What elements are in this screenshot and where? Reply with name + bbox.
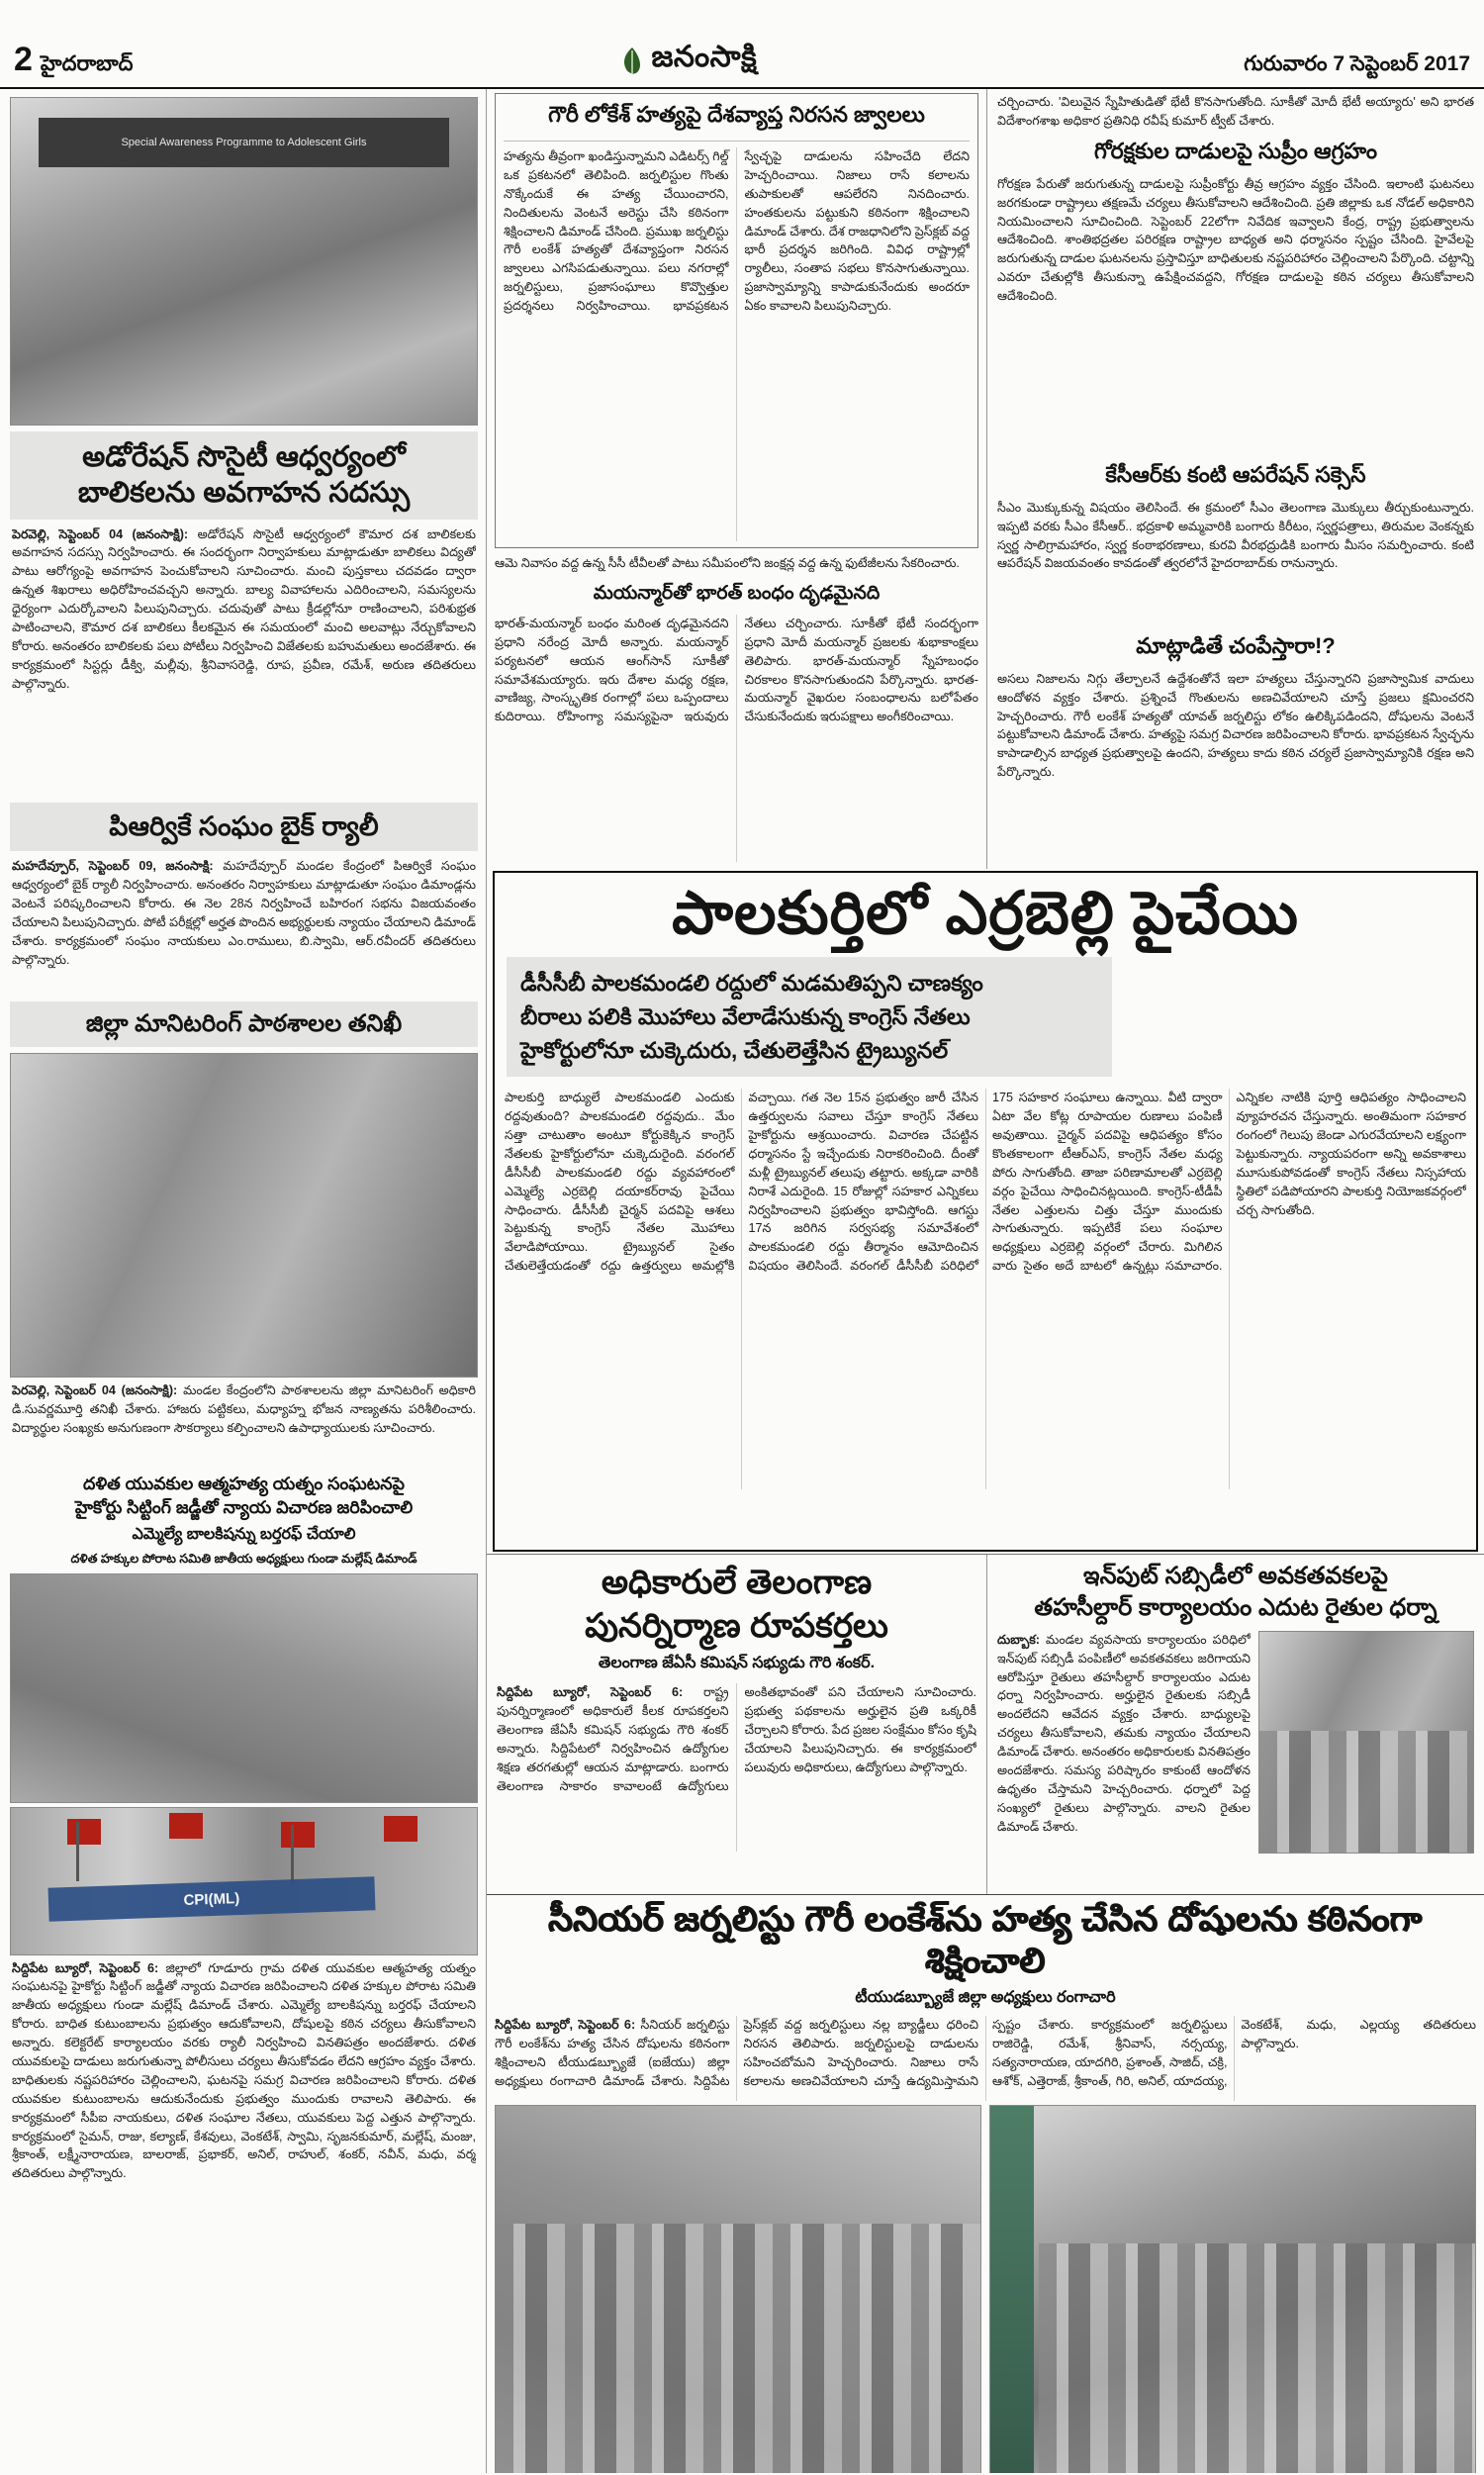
crowd-texture [496,2224,980,2473]
article-bike-rally-body [12,857,476,994]
headline-dalit-line2: హైకోర్టు సిట్టింగ్ జడ్జీతో న్యాయ విచారణ జరిపించాలి [74,1496,414,1517]
headline-kcr-operation: కేసీఆర్‌కు కంటి ఆపరేషన్ సక్సెస్ [1105,461,1366,487]
photo-journalists-group [989,2105,1476,2473]
article-supreme-body: గోరక్షణ పేరుతో జరుగుతున్న దాడులపై సుప్రీంకోర్టు తీవ్ర ఆగ్రహం వ్యక్తం చేసింది. ఇలాంటి ఘటనలు జరగకుండా రాష్ట్రాలు తక్షణమే చర్యలు తీసుకోవాలని ఆదేశించింది. ప్రతి జిల్లాకు ఒక నోడల్ అధికారిని నియమించాలని సూచించింది. సెప్టెంబర్ 22లోగా నివేదిక ఇవ్వాలని కేంద్ర, రాష్ట్ర ప్రభుత్వాలను ఆదేశించింది. శాంతిభద్రతల పరిరక్షణ రాష్ట్రాల బాధ్యత అని ధర్మాసనం స్పష్టం చేసింది. హైవేలపై జరుగుతున్న దాడుల ఘటనలను ప్రస్తావిస్తూ బాధితులకు నష్టపరిహారం చెల్లించాలని పేర్కొంది. చట్టాన్ని ఎవరూ చేతుల్లోకి తీసుకున్నా ఉపేక్షించవద్దని, గోరక్షణ దాడులపై కఠిన చర్యలు తీసుకోవాలని ఆదేశించింది. [997,176,1474,304]
rally-banner: CPI(ML) [47,1876,375,1921]
masthead-title: జనంసాక్షి [651,41,758,73]
dateline: సిద్దిపేట బ్యూరో, సెప్టెంబర్ 6: [12,1960,159,1975]
bottom-section [487,1894,1484,2473]
photo-farmers-dharna [1258,1631,1474,1854]
flag-pole [76,1822,79,1881]
headline-dalit-line3: ఎమ్మెల్యే బాలకిషన్ను బర్తరఫ్ చేయాలి [132,1525,356,1543]
headline-bike-rally-text: పిఆర్వికే సంఘం బైక్ ర్యాలీ [109,810,379,841]
myanmar-lead: ఆమె నివాసం వద్ద ఉన్న సీసీ టీవీలతో పాటు సమీపంలోని జంక్షన్ల వద్ద ఉన్న ఫుటేజీలను సేకరించారు. [495,556,960,570]
masthead [619,41,757,81]
red-flag [169,1813,203,1839]
dateline: సిద్దిపేట బ్యూరో, సెప్టెంబర్ 6: [495,2018,636,2032]
journalist-protest-subhead: టీయుడబ్బ్యూజే జిల్లా అధ్యక్షులు రంగాచారి [855,1989,1116,2006]
page-header [0,0,1484,89]
dateline: సిద్దిపేట బ్యూరో, సెప్టెంబర్ 6: [497,1685,684,1700]
article-gauri-protests [495,93,978,548]
article-input-subsidy [987,1555,1484,1894]
headline-input-line2: తహసీల్దార్ కార్యాలయం ఎదుట రైతుల ధర్నా [1034,1594,1438,1622]
article-journalist-protest-body [495,2016,1476,2101]
palakurthi-subheads [507,957,1112,1077]
red-flag [281,1822,315,1848]
dateline: మహదేవ్పూర్, సెప్టెంబర్ 09, జనంసాక్షి: [12,859,214,874]
article-matladithe-body: అసలు నిజాలను నిగ్గు తేల్చాలనే ఉద్దేశంతోనే ఇలా హత్యలు చేస్తున్నారని ప్రజాస్వామిక వాదులు ఆందోళన వ్యక్తం చేశారు. ప్రశ్నించే గొంతులను అణచివేయాలని చూస్తే ప్రజలు క్షమించరని హెచ్చరించారు. గౌరీ లంకేశ్ హత్యతో యావత్ జర్నలిస్టు లోకం ఉలిక్కిపడిందని, దోషులను వెంటనే పట్టుకోవాలని డిమాండ్ చేశారు. హత్యపై సమగ్ర విచారణ జరిపించాలని కోరారు. భావప్రకటన స్వేచ్ఛను కాపాడాల్సిన బాధ్యత ప్రభుత్వాలపై ఉందని, హత్యలు కాదు కఠిన చర్యలే ప్రజాస్వామ్యానికి రక్షణ అని పేర్కొన్నారు. [997,671,1474,780]
headline-supreme-court: గోరక్షకుల దాడులపై సుప్రీం ఆగ్రహం [1093,138,1378,163]
red-flag [67,1819,101,1845]
body-text: మండల కేంద్రంలోని పాఠశాలలను జిల్లా మానిటరింగ్ అధికారి డి.సువర్ణమూర్తి తనిఖీ చేశారు. హాజరు పట్టికలు, మధ్యాహ్న భోజన నాణ్యతను పరిశీలించారు. విద్యార్థుల సంఖ్యకు అనుగుణంగా సౌకర్యాలు కల్పించాలని ఉపాధ్యాయులకు సూచించారు. [12,1383,476,1436]
green-door [990,2106,1034,2473]
body-text: సీనియర్ జర్నలిస్టు గౌరీ లంకేశ్‌ను హత్య చేసిన దోషులను కఠినంగా శిక్షించాలని టీయుడబ్బ్యూజే (ఐజేయు) జిల్లా అధ్యక్షులు రంగాచారి డిమాండ్ చేశారు. సిద్దిపేట ప్రెస్‌క్లబ్ వద్ద జర్నలిస్టులు నల్ల బ్యాడ్జీలు ధరించి నిరసన తెలిపారు. జర్నలిస్టులపై దాడులను సహించబోమని హెచ్చరించారు. నిజాలు రాసే కలాలను అణచివేయాలని చూస్తే ఉద్యమిస్తామని స్పష్టం చేశారు. కార్యక్రమంలో జర్నలిస్టులు రాజిరెడ్డి, రమేశ్, శ్రీనివాస్, నర్సయ్య, సత్యనారాయణ, యాదగిరి, ప్రశాంత్, సాజిద్, చక్రి, ఆశోక్, ఎత్తెరాజ్, శ్రీకాంత్, గిరి, అనిల్, యాదయ్య, వెంకటేశ్, మధు, ఎల్లయ్య తదితరులు పాల్గొన్నారు. [495,2018,1476,2088]
article-myanmar-body: భారత్-మయన్మార్ బంధం మరింత దృఢమైనదని ప్రధాని నరేంద్ర మోదీ అన్నారు. మయన్మార్ పర్యటనలో ఆయన ఆంగ్‌సాన్ సూకీతో సమావేశమయ్యారు. ఇరు దేశాల మధ్య రక్షణ, వాణిజ్య, సాంస్కృతిక రంగాల్లో పలు ఒప్పందాలు కుదిరాయి. రోహింగ్యా సమస్యపైనా ఇరువురు నేతలు చర్చించారు. సూకీతో భేటీ సందర్భంగా ప్రధాని మోదీ మయన్మార్ ప్రజలకు శుభాకాంక్షలు తెలిపారు. భారత్-మయన్మార్ స్నేహబంధం చిరకాలం కొనసాగుతుందని పేర్కొన్నారు. భారత-మయన్మార్ వైఖరుల సంబంధాలను బలోపేతం చేసుకునేందుకు ఇరుపక్షాలు అంగీకరించాయి. [495,616,978,724]
headline-dalit-line1: దళిత యువకుల ఆత్మహత్య యత్నం సంఘటనపై [82,1474,405,1494]
photo-cpi-rally [10,1807,478,1955]
body-text: మహదేవ్పూర్ మండల కేంద్రంలో పిఆర్వికే సంఘం ఆధ్వర్యంలో బైక్ ర్యాలీ నిర్వహించారు. అనంతరం నిర్వాహకులు మాట్లాడుతూ సంఘం డిమాండ్లను వెంటనే పరిష్కరించాలని కోరారు. ఈ నెల 28న నిర్వహించే బహిరంగ సభను విజయవంతం చేయాలని పిలుపునిచ్చారు. పోటీ పరీక్షల్లో అర్హత పొందిన అభ్యర్థులకు న్యాయం చేయాలని డిమాండ్ చేశారు. కార్యక్రమంలో సంఘం నాయకులు ఎం.రాములు, బి.స్వామి, ఆర్.రవీందర్ తదితరులు పాల్గొన్నారు. [12,859,476,967]
body-text: అడోరేషన్ సొసైటీ ఆధ్వర్యంలో కౌమార దశ బాలికలకు అవగాహన సదస్సు నిర్వహించారు. ఈ సందర్భంగా నిర్వాహకులు మాట్లాడుతూ బాలికలు విద్యతో పాటు ఆరోగ్యంపై అవగాహన పెంచుకోవాలని సూచించారు. మంచి పుస్తకాలు చదవడం ద్వారా ఉన్నత శిఖరాలు అధిరోహించవచ్చని అన్నారు. బాల్య వివాహాలను ఎదిరించాలని, సమస్యలను ధైర్యంగా ఎదుర్కోవాలని పిలుపునిచ్చారు. చదువుతో పాటు క్రీడల్లోనూ రాణించాలని, పరిశుభ్రత పాటించాలని, కౌమార దశ బాలికలు కీలకమైన ఈ సమయంలో మంచి అలవాట్లు నేర్చుకోవాలని కోరారు. అనంతరం బాలికలకు పలు పోటీలు నిర్వహించి విజేతలకు బహుమతులు అందజేశారు. ఈ కార్యక్రమంలో సిస్టర్లు డీక్వి, మల్లీవు, శ్రీనివాసరెడ్డి, రూప, ప్రవీణ, రమేశ్, అరుణ తదితరులు పాల్గొన్నారు. [12,526,476,691]
headline-journalist-protest: సీనియర్ జర్నలిస్టు గౌరీ లంకేశ్‌ను హత్య చేసిన దోషులను కఠినంగా శిక్షించాలి [548,1900,1423,1980]
headline-bike-rally [10,803,478,852]
issue-date: గురువారం 7 సెప్టెంబర్ 2017 [1244,52,1470,75]
mid-lower-section [487,1554,1484,1894]
right-intro-text: చర్చించారు. 'విలువైన స్నేహితుడితో భేటీ కొనసాగుతోంది. సూకీతో మోదీ భేటీ అయ్యారు' అని భారత విదేశాంగశాఖ అధికార ప్రతినిధి రవీష్ కుమార్ ట్వీట్ చేశారు. [997,95,1474,128]
headline-adoration-line2: బాలికలను అవగాహన సదస్సు [77,477,411,510]
photo-dalit-meeting [10,1573,478,1803]
right-area [487,89,1484,2473]
crowd-texture [1259,1731,1473,1853]
photo-tribute-gathering [495,2105,981,2473]
bottom-photos [495,2105,1476,2473]
headline-palakurthi: పాలకుర్తిలో ఎర్రబెల్లి పైచేయి [672,880,1299,946]
article-palakurthi-body: పాలకుర్తి బాధ్యులే పాలకమండలి ఎందుకు రద్దవుతుంది? పాలకమండలి రద్దవుదు.. మేం సత్తా చాటుతాం అంటూ కోర్టుకెక్కిన కాంగ్రెస్ నేతలకు హైకోర్టులోనూ చుక్కెదురైంది. వరంగల్ డీసీసీబీ పాలకమండలి రద్దు వ్యవహారంలో ఎమ్మెల్యే ఎర్రబెల్లి దయాకర్‌రావు పైచేయి సాధించారు. డీసీసీబీ చైర్మన్ పదవిపై ఆశలు పెట్టుకున్న కాంగ్రెస్ నేతల మొహాలు వేలాడిపోయాయి. ట్రైబ్యునల్ సైతం చేతులెత్తేయడంతో రద్దు ఉత్తర్వులు అమల్లోకి వచ్చాయి. గత నెల 15న ప్రభుత్వం జారీ చేసిన ఉత్తర్వులను సవాలు చేస్తూ కాంగ్రెస్ నేతలు హైకోర్టును ఆశ్రయించారు. విచారణ చేపట్టిన ధర్మాసనం స్టే ఇచ్చేందుకు నిరాకరించింది. దీంతో మళ్లీ ట్రైబ్యునల్ తలుపు తట్టారు. అక్కడా వారికి నిరాశే ఎదురైంది. 15 రోజుల్లో సహకార ఎన్నికలు నిర్వహించాలని ప్రభుత్వం భావిస్తోంది. ఆగస్టు 17న జరిగిన సర్వసభ్య సమావేశంలో పాలకమండలి రద్దు తీర్మానం ఆమోదించిన విషయం తెలిసిందే. వరంగల్ డీసీసీబీ పరిధిలో 175 సహకార సంఘాలు ఉన్నాయి. వీటి ద్వారా ఏటా వేల కోట్ల రూపాయల రుణాలు పంపిణీ అవుతాయి. చైర్మన్ పదవిపై ఆధిపత్యం కోసం కొంతకాలంగా టీఆర్ఎస్, కాంగ్రెస్ నేతల మధ్య పోరు సాగుతోంది. తాజా పరిణామాలతో ఎర్రబెల్లి వర్గం పైచేయి సాధించినట్లయింది. కాంగ్రెస్-టీడీపీ నేతల ఎత్తులను చిత్తు చేస్తూ ముందుకు సాగుతున్నారు. ఇప్పటికే పలు సంఘాల అధ్యక్షులు ఎర్రబెల్లి వర్గంలో చేరారు. మిగిలిన వారు సైతం అదే బాటలో ఉన్నట్లు సమాచారం. ఎన్నికల నాటికి పూర్తి ఆధిపత్యం సాధించాలని వ్యూహరచన చేస్తున్నారు. అంతిమంగా సహకార రంగంలో గెలుపు జెండా ఎగురవేయాలని లక్ష్యంగా పెట్టుకున్నారు. న్యాయపరంగా అన్ని అవకాశాలు మూసుకుపోవడంతో కాంగ్రెస్ నేతలు నిస్సహాయ స్థితిలో పడిపోయారని పాలకుర్తి నియోజకవర్గంలో చర్చ సాగుతోంది. [505,1091,1466,1274]
palakurthi-subhead-3: హైకోర్టులోనూ చుక్కెదురు, చేతులెత్తేసిన ట్రైబ్యునల్ [520,1037,949,1063]
right-column [987,89,1484,869]
body-text: జిల్లాలో గూడూరు గ్రామ దళిత యువకుల ఆత్మహత్య యత్నం సంఘటనపై హైకోర్టు సిట్టింగ్ జడ్జీతో న్యాయ విచారణ జరిపించాలని దళిత హక్కుల పోరాట సమితి జాతీయ అధ్యక్షులు గుండా మల్లేష్ డిమాండ్ చేశారు. ఎమ్మెల్యే బాలకిషన్ను బర్తరఫ్ చేయాలని కోరారు. బాధిత కుటుంబాలను ప్రభుత్వం ఆదుకోవాలని, దోషులపై కఠిన చర్యలు తీసుకోవాలని అన్నారు. కలెక్టరేట్ కార్యాలయం వరకు ర్యాలీ నిర్వహించి వినతిపత్రం అందజేశారు. దళిత యువకులపై దాడులు జరుగుతున్నా పోలీసులు చర్యలు తీసుకోవడం లేదని ఆగ్రహం వ్యక్తం చేశారు. బాధితులకు నష్టపరిహారం చెల్లించాలని, ఘటనపై సమగ్ర విచారణ జరిపించాలని కోరారు. దళిత యువకుల కుటుంబాలను ఆదుకునేందుకు ప్రభుత్వం ముందుకు రావాలని తెలిపారు. ఈ కార్యక్రమంలో సీపీఐ నాయకులు, దళిత సంఘాల నేతలు, యువకులు పెద్ద ఎత్తున పాల్గొన్నారు. కార్యక్రమంలో సైమన్, రాజు, కల్యాణ్, కేశవులు, వెంకటేశ్, స్వామి, సృజనకుమార్, మల్లేష్, మంజు, శ్రీకాంత్, లక్ష్మీనారాయణ, బాలరాజ్, ప్రభాకర్, అనిల్, రాహుల్, శంకర్, నవీన్, మధు, వర్మ తదితరులు పాల్గొన్నారు. [12,1960,476,2181]
body-text: రాష్ట్ర పునర్నిర్మాణంలో అధికారులే కీలక రూపకర్తలని తెలంగాణ జేఏసీ కమిషన్ సభ్యుడు గౌరి శంకర్ అన్నారు. సిద్దిపేటలో నిర్వహించిన ఉద్యోగుల శిక్షణ తరగతుల్లో ఆయన మాట్లాడారు. బంగారు తెలంగాణ సాకారం కావాలంటే ఉద్యోగులు అంకితభావంతో పని చేయాలని సూచించారు. ప్రభుత్వ పథకాలను అర్హులైన ప్రతి ఒక్కరికీ చేర్చాలని కోరారు. పేద ప్రజల సంక్షేమం కోసం కృషి చేయాలని పిలుపునిచ్చారు. ఈ కార్యక్రమంలో పలువురు అధికారులు, ఉద్యోగులు పాల్గొన్నారు. [497,1685,976,1793]
crowd-texture [1039,2243,1475,2473]
headline-gauri-protests: గౌరీ లోకేశ్ హత్యపై దేశవ్యాప్త నిరసన జ్వాలలు [504,100,970,142]
photo-school-inspection [10,1053,478,1378]
left-column [0,89,487,2473]
photo-awareness-session [10,97,478,426]
article-input-body [997,1631,1251,1866]
top-section [487,89,1484,869]
page-number: 2 [14,41,33,78]
dateline: పెరవెల్లి, సెప్టెంబర్ 04 (జనంసాక్షి): [12,1383,178,1398]
headline-matladithe: మాట్లాడితే చంపేస్తారా!? [1136,632,1336,658]
red-flag [384,1816,417,1842]
palakurthi-subhead-1: డీసీసీబీ పాలకమండలి రద్దులో మడమతిప్పని చాణక్యం [520,971,983,996]
headline-dalit-issue [12,1473,476,1569]
officials-subhead: తెలంగాణ జేఏసీ కమిషన్ సభ్యుడు గౌరి శంకర్. [598,1655,876,1672]
headline-school-inspection-text: జిల్లా మానిటరింగ్ పాఠశాలల తనిఖీ [85,1010,403,1038]
article-school-inspection-body [12,1381,476,1465]
article-kcr-body: సీఎం మొక్కుకున్న విషయం తెలిసిందే. ఈ క్రమంలో సీఎం తెలంగాణ మొక్కులు తీర్చుకుంటున్నారు. ఇప్పటి వరకు సీఎం కేసీఆర్.. భద్రకాళి అమ్మవారికి బంగారు కిరీటం, స్వర్ణపత్రాలు, తిరుమల వెంకన్నకు స్వర్ణ సాలిగ్రామహారం, స్వర్ణ కంఠాభరణాలు, కురవి వీరభద్రుడికి బంగారు మీసం సమర్పించారు. కంటి ఆపరేషన్ విజయవంతం కావడంతో త్వరలోనే హైదరాబాద్‌కు రానున్నారు. [997,500,1474,571]
header-left [14,41,133,81]
article-palakurthi-box [493,871,1478,1552]
article-officials-body [497,1683,976,1852]
photo-banner-text: Special Awareness Programme to Adolescent Girls [39,118,448,167]
headline-adoration [10,431,478,520]
dateline: పెరవెల్లి, సెప్టెంబర్ 04 (జనంసాక్షి): [12,526,189,541]
dateline: దుబ్బాక: [997,1632,1040,1647]
article-dalit-body [12,1959,476,2474]
headline-myanmar: మయన్మార్‌తో భారత్ బంధం దృఢమైనది [593,582,881,604]
flag-pole [291,1825,294,1884]
edition-city: హైదరాబాద్ [40,52,134,75]
headline-school-inspection [10,1001,478,1047]
headline-officials-line2: పునర్నిర్మాణ రూపకర్తలు [585,1607,888,1646]
article-adoration-body [12,525,476,795]
middle-column [487,89,987,869]
headline-dalit-line4: దళిత హక్కుల పోరాట సమితి జాతీయ అధ్యక్షులు గుండా మల్లేష్ డిమాండ్ [70,1551,417,1566]
masthead-leaf-icon [619,47,645,76]
body-text: మండల వ్యవసాయ కార్యాలయం పరిధిలో ఇన్‌పుట్ సబ్సిడీ పంపిణీలో అవకతవకలు జరిగాయని ఆరోపిస్తూ రైతులు తహసీల్దార్ కార్యాలయం ఎదుట ధర్నా నిర్వహించారు. అర్హులైన రైతులకు సబ్సిడీ అందలేదని ఆవేదన వ్యక్తం చేశారు. బాధ్యులపై చర్యలు తీసుకోవాలని, తమకు న్యాయం చేయాలని డిమాండ్ చేశారు. అనంతరం అధికారులకు వినతిపత్రం అందజేశారు. సమస్య పరిష్కారం కాకుంటే ఆందోళన ఉధృతం చేస్తామని హెచ్చరించారు. ధర్నాలో పెద్ద సంఖ్యలో రైతులు పాల్గొన్నారు. వాలని రైతుల డిమాండ్ చేశారు. [997,1632,1251,1834]
headline-officials-line1: అధికారులే తెలంగాణ [601,1564,873,1601]
headline-input-line1: ఇన్‌పుట్ సబ్సిడీలో అవకతవకలపై [1083,1563,1388,1589]
palakurthi-subhead-2: బీరాలు పలికి మొహాలు వేలాడేసుకున్న కాంగ్రెస్ నేతలు [520,1003,971,1029]
headline-adoration-line1: అడోరేషన్ సొసైటీ ఆధ్వర్యంలో [82,441,406,473]
page-body [0,89,1484,2473]
article-officials [487,1555,987,1894]
article-gauri-protests-body: హత్యను తీవ్రంగా ఖండిస్తున్నామని ఎడిటర్స్ గిల్డ్ ఒక ప్రకటనలో తెలిపింది. జర్నలిస్టుల గొంతు నొక్కేందుకే ఈ హత్య చేయించారని, నిందితులను వెంటనే అరెస్టు చేసి కఠినంగా శిక్షించాలని డిమాండ్ చేసింది. ప్రముఖ జర్నలిస్టు గౌరీ లంకేశ్ హత్యతో దేశవ్యాప్తంగా నిరసన జ్వాలలు ఎగసిపడుతున్నాయి. పలు నగరాల్లో జర్నలిస్టులు, ప్రజాసంఘాలు కొవ్వొత్తుల ప్రదర్శనలు నిర్వహించాయి. భావప్రకటన స్వేచ్ఛపై దాడులను సహించేది లేదని హెచ్చరించాయి. నిజాలు రాసే కలాలను తుపాకులతో ఆపలేరని నినదించారు. హంతకులను పట్టుకుని కఠినంగా శిక్షించాలని డిమాండ్ చేశారు. దేశ రాజధానిలోని ప్రెస్‌క్లబ్ వద్ద భారీ ప్రదర్శన జరిగింది. వివిధ రాష్ట్రాల్లో ర్యాలీలు, సంతాప సభలు కొనసాగుతున్నాయి. ప్రజాస్వామ్యాన్ని కాపాడుకునేందుకు అందరూ ఏకం కావాలని పిలుపునిచ్చారు. [504,149,970,314]
